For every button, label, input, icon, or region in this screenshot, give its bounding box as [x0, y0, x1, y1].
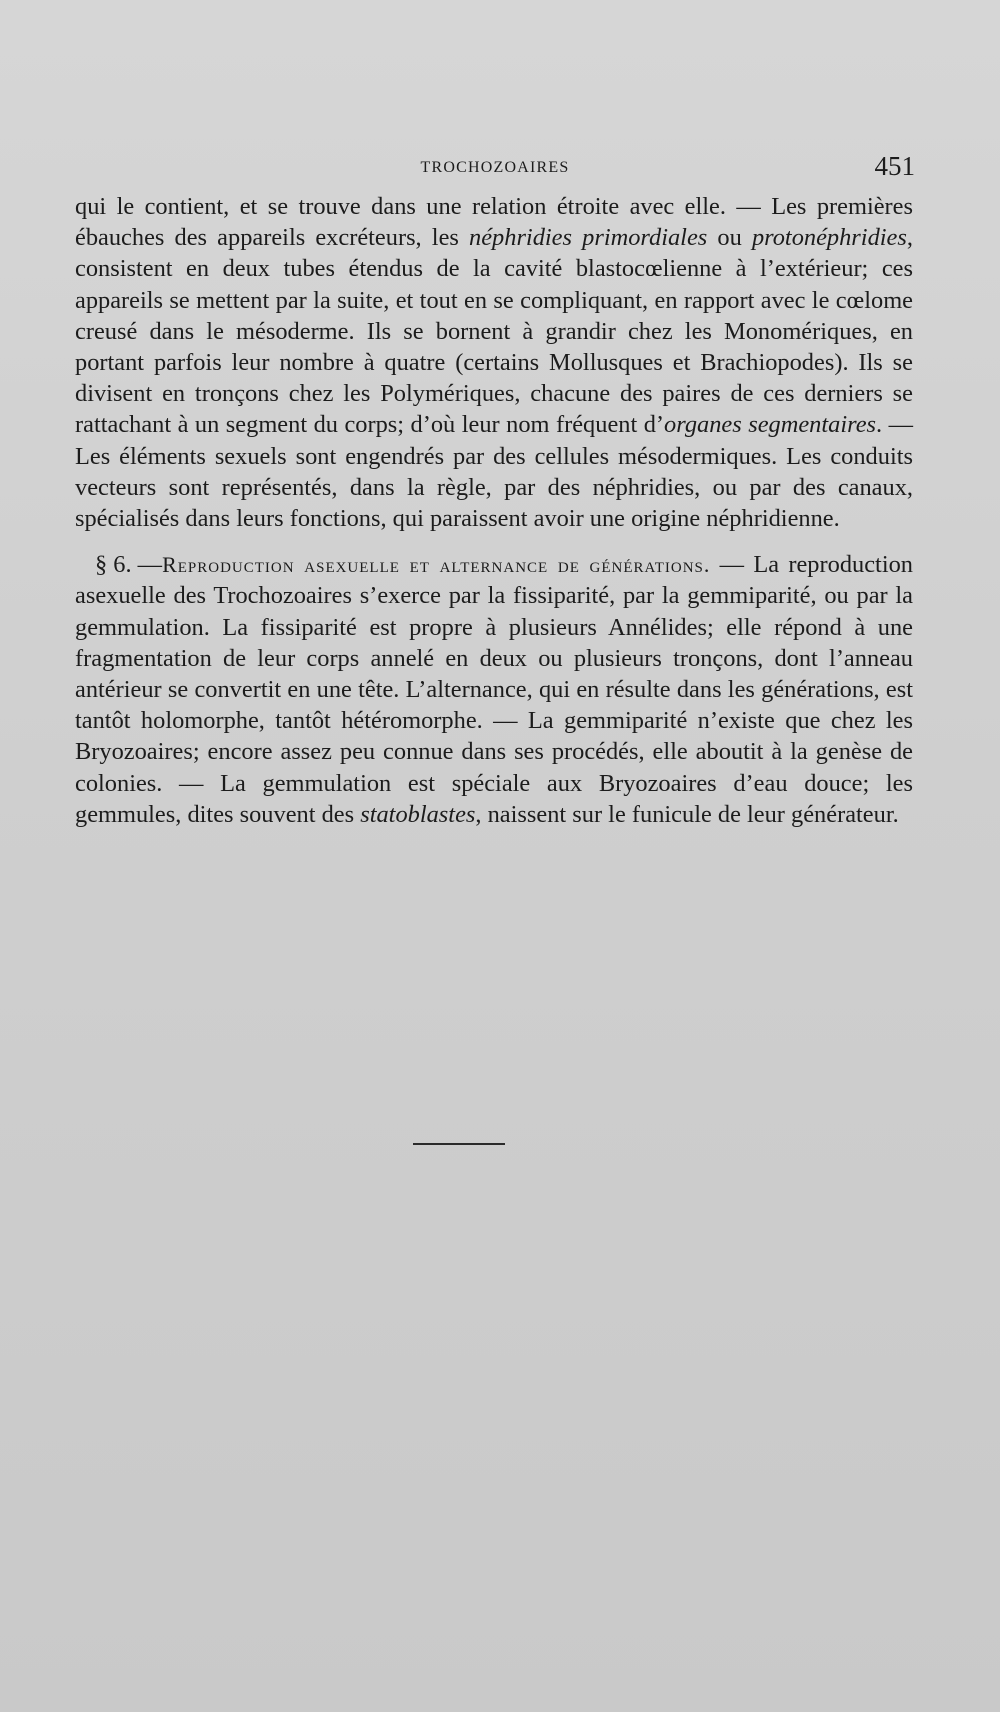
text-run: La reproduction asexuelle des Trochozoaires s’exerce par la fissiparité, par la gemmiparité, ou par la gemmulation. La fissiparité est propre à plusieurs Annélides; elle répond à une fragmentation de leur corps annelé en deux ou plusieurs tronçons, dont l’anneau antérieur se convertit en une tête. L’alternance, qui en résulte dans les générations, est tantôt holomorphe, tantôt hétéromorphe. — La gemmiparité n’existe que chez les Bryozoaires; encore assez peu connue dans ses procédés, elle aboutit à la genèse de colonies. — La gemmulation est spéciale aux Bryozoaires d’eau douce; les gemmules, dites souvent des: [75, 551, 913, 828]
page-number: 451: [874, 151, 915, 181]
text-run: ou: [707, 224, 752, 252]
italic-term: néphridies primordiales: [469, 224, 708, 252]
italic-term: protonéphridies: [751, 224, 907, 252]
section-heading-paragraph: [75, 549, 913, 830]
text-run: . — Les éléments sexuels sont engendrés par des cellules mésodermiques. Les conduits vecteurs sont représentés, dans la règle, par des néphridies, ou par des canaux, spécialisés dans leurs fonctions, qui paraissent avoir une origine néphridienne.: [75, 411, 913, 533]
section-title: Reproduction asexuelle et alternance de générations.: [162, 552, 711, 578]
running-title: TROCHOZOAIRES: [420, 159, 570, 176]
end-rule: [413, 1143, 505, 1145]
text-run: qui le contient, et se trouve dans une relation étroite avec elle. — Les premières ébauches des appareils excréteurs, les: [75, 193, 913, 252]
paragraph-excretory-organs: [75, 191, 913, 534]
italic-term: organes segmentaires: [664, 411, 877, 439]
running-head: [75, 151, 915, 185]
body-text: [75, 191, 913, 830]
italic-term: statoblastes: [360, 800, 476, 828]
text-run: , consistent en deux tubes étendus de la cavité blastocœlienne à l’extérieur; ces appareils se mettent par la suite, et tout en se compliquant, en rapport avec le cœlome creusé dans le mésoderme. Ils se bornent à grandir chez les Monomériques, en portant parfois leur nombre à quatre (certains Mollusques et Brachiopodes). Ils se divisent en tronçons chez les Polymériques, chacune des paires de ces derniers se rattachant à un segment du corps; d’où leur nom fréquent d’: [75, 224, 913, 439]
section-dash: —: [710, 551, 745, 579]
section-number: § 6. —: [95, 551, 163, 579]
text-run: , naissent sur le funicule de leur générateur.: [475, 800, 899, 828]
